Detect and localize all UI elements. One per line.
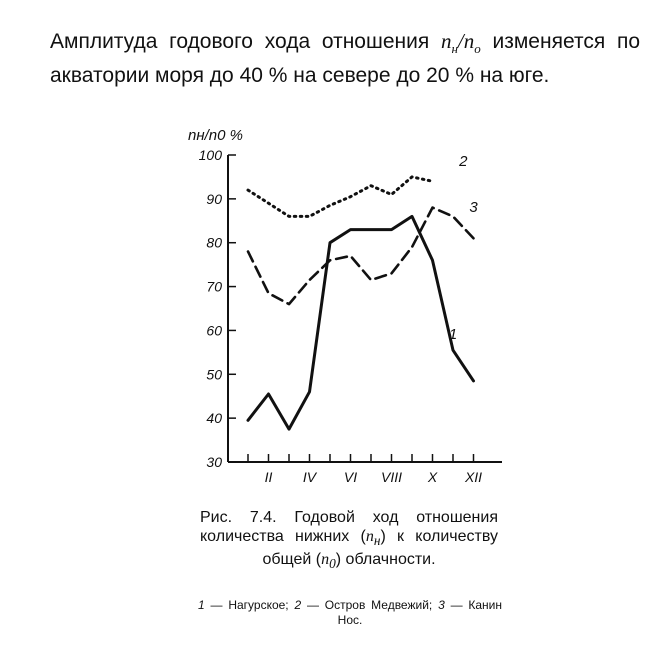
- y-tick-label: 70: [206, 278, 222, 295]
- x-tick-label: VIII: [380, 469, 403, 485]
- y-tick-label: 90: [206, 190, 222, 207]
- series-2-label: 2: [459, 152, 468, 170]
- series-1-label: 1: [448, 326, 458, 344]
- body-paragraph: [50, 28, 640, 89]
- y-tick-label: 100: [198, 147, 222, 163]
- figure-caption: Рис. 7.4. Годовой ход отношения количества нижних $(n_н)$ к количеству общей $(n_0)$ облачности.: [200, 509, 498, 572]
- series-3-label: 3: [469, 199, 478, 217]
- x-tick-label: II: [264, 469, 273, 485]
- x-tick-label: IV: [302, 469, 317, 485]
- paragraph-text: Амплитуда годового хода отношения: [50, 30, 441, 53]
- y-axis-label: nн/n0 %: [188, 127, 243, 144]
- series-lines: [248, 177, 474, 429]
- x-tick-label: X: [427, 469, 438, 485]
- x-tick-labels: [248, 454, 482, 485]
- series-2-line: [248, 177, 433, 217]
- x-tick-label: VI: [343, 469, 358, 485]
- paragraph-text-end: изменяется по акватории моря до 40 % на севере до 20 % на юге.: [50, 30, 640, 88]
- y-tick-label: 60: [206, 322, 222, 339]
- series-labels: [449, 153, 479, 343]
- figure-legend: 1 — Нагурское; 2 — Остров Медвежий; 3 — Канин Нос.: [198, 598, 503, 627]
- chart-axes: [228, 152, 502, 462]
- y-tick-label: 80: [206, 234, 222, 251]
- x-tick-label: XII: [464, 469, 483, 485]
- y-tick-labels: [199, 147, 236, 470]
- y-tick-label: 30: [206, 454, 222, 470]
- series-1-line: [248, 216, 474, 429]
- y-tick-label: 50: [206, 366, 222, 383]
- annual-ratio-chart: [180, 118, 520, 496]
- y-tick-label: 40: [206, 410, 222, 427]
- ratio-symbol: $n_н/n_о$: [440, 29, 481, 57]
